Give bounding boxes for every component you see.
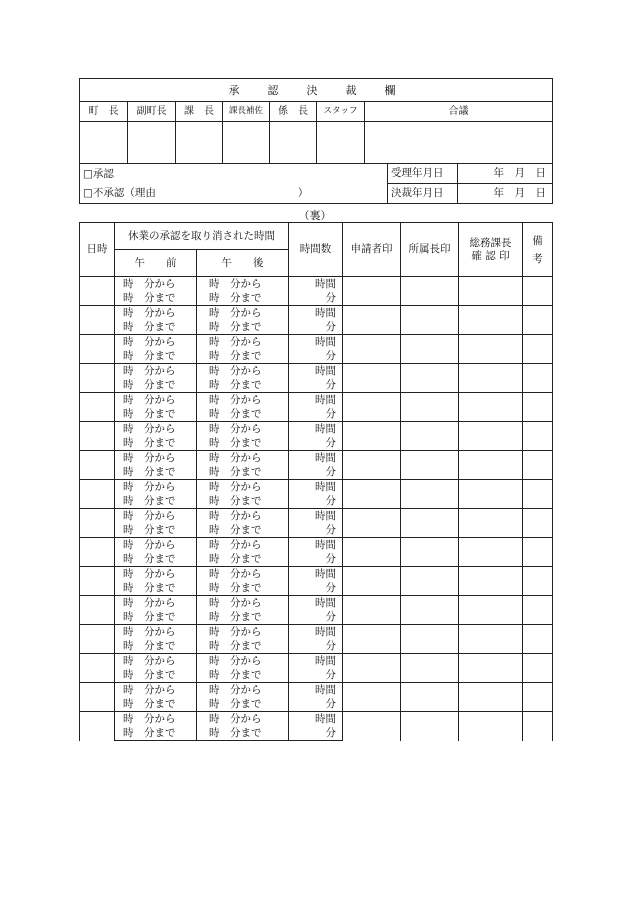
table-row bbox=[80, 451, 553, 466]
applicant-seal-cell[interactable] bbox=[343, 538, 401, 567]
remarks-cell[interactable] bbox=[523, 654, 553, 683]
am-to[interactable]: 時 分まで bbox=[115, 320, 197, 335]
general-affairs-seal-cell[interactable] bbox=[459, 393, 523, 422]
hours-value[interactable]: 時間 bbox=[289, 625, 343, 640]
am-to[interactable]: 時 分まで bbox=[115, 523, 197, 538]
minutes-value[interactable]: 分 bbox=[289, 697, 343, 712]
pm-to[interactable]: 時 分まで bbox=[197, 494, 289, 509]
pm-from[interactable]: 時 分から bbox=[197, 422, 289, 437]
hours-value[interactable]: 時間 bbox=[289, 509, 343, 524]
pm-to[interactable]: 時 分まで bbox=[197, 726, 289, 741]
pm-to[interactable]: 時 分まで bbox=[197, 581, 289, 596]
minutes-value[interactable]: 分 bbox=[289, 494, 343, 509]
reject-close-paren: ） bbox=[297, 187, 309, 199]
hours-value[interactable]: 時間 bbox=[289, 567, 343, 582]
stamp-cell[interactable] bbox=[223, 122, 270, 164]
date-cell[interactable] bbox=[80, 451, 115, 480]
pm-from[interactable]: 時 分から bbox=[197, 277, 289, 292]
minutes-value[interactable]: 分 bbox=[289, 407, 343, 422]
pm-from[interactable]: 時 分から bbox=[197, 509, 289, 524]
manager-seal-cell[interactable] bbox=[401, 625, 459, 654]
am-to[interactable]: 時 分まで bbox=[115, 581, 197, 596]
col-applicant-seal: 申請者印 bbox=[343, 223, 401, 277]
minutes-value[interactable]: 分 bbox=[289, 552, 343, 567]
minutes-value[interactable]: 分 bbox=[289, 668, 343, 683]
pm-from[interactable]: 時 分から bbox=[197, 683, 289, 698]
manager-seal-cell[interactable] bbox=[401, 509, 459, 538]
general-affairs-seal-cell[interactable] bbox=[459, 683, 523, 712]
date-cell[interactable] bbox=[80, 712, 115, 741]
date-cell[interactable] bbox=[80, 654, 115, 683]
date-cell[interactable] bbox=[80, 596, 115, 625]
col-am: 午 前 bbox=[115, 250, 197, 277]
am-to[interactable]: 時 分まで bbox=[115, 407, 197, 422]
approve-option[interactable]: □承認 bbox=[80, 164, 388, 184]
pm-from[interactable]: 時 分から bbox=[197, 625, 289, 640]
hours-value[interactable]: 時間 bbox=[289, 451, 343, 466]
hours-value[interactable]: 時間 bbox=[289, 306, 343, 321]
date-cell[interactable] bbox=[80, 364, 115, 393]
manager-seal-cell[interactable] bbox=[401, 596, 459, 625]
remarks-line1: 備 bbox=[532, 234, 543, 247]
pm-from[interactable]: 時 分から bbox=[197, 480, 289, 495]
decided-date-value[interactable]: 年 月 日 bbox=[458, 184, 553, 204]
general-affairs-seal-cell[interactable] bbox=[459, 509, 523, 538]
table-row bbox=[80, 567, 553, 582]
reject-option[interactable] bbox=[80, 184, 388, 204]
minutes-value[interactable]: 分 bbox=[289, 320, 343, 335]
remarks-cell[interactable] bbox=[523, 596, 553, 625]
col-manager-seal: 所属長印 bbox=[401, 223, 459, 277]
pm-from[interactable]: 時 分から bbox=[197, 567, 289, 582]
back-side-label: （裏） bbox=[298, 209, 332, 222]
manager-seal-cell[interactable] bbox=[401, 393, 459, 422]
applicant-seal-cell[interactable] bbox=[343, 654, 401, 683]
general-affairs-seal-cell[interactable] bbox=[459, 364, 523, 393]
am-from[interactable]: 時 分から bbox=[115, 654, 197, 669]
hours-value[interactable]: 時間 bbox=[289, 712, 343, 727]
hours-value[interactable]: 時間 bbox=[289, 480, 343, 495]
stamp-cell[interactable] bbox=[176, 122, 223, 164]
received-date-label: 受理年月日 bbox=[388, 164, 458, 184]
pm-from[interactable]: 時 分から bbox=[197, 451, 289, 466]
general-affairs-seal-cell[interactable] bbox=[459, 654, 523, 683]
am-to[interactable]: 時 分まで bbox=[115, 494, 197, 509]
approval-table bbox=[79, 78, 553, 204]
table-row bbox=[80, 335, 553, 350]
am-from[interactable]: 時 分から bbox=[115, 364, 197, 379]
minutes-value[interactable]: 分 bbox=[289, 291, 343, 306]
pm-to[interactable]: 時 分まで bbox=[197, 291, 289, 306]
general-affairs-line1: 総務課長 bbox=[469, 236, 512, 249]
applicant-seal-cell[interactable] bbox=[343, 277, 401, 306]
decided-date-label: 決裁年月日 bbox=[388, 184, 458, 204]
date-cell[interactable] bbox=[80, 509, 115, 538]
general-affairs-seal-cell[interactable] bbox=[459, 625, 523, 654]
table-row bbox=[80, 654, 553, 669]
table-row bbox=[80, 306, 553, 321]
remarks-cell[interactable] bbox=[523, 683, 553, 712]
am-to[interactable]: 時 分まで bbox=[115, 697, 197, 712]
col-consultation: 合議 bbox=[365, 102, 553, 122]
remarks-cell[interactable] bbox=[523, 712, 553, 741]
stamp-cell[interactable] bbox=[317, 122, 365, 164]
remarks-cell[interactable] bbox=[523, 393, 553, 422]
stamp-cell[interactable] bbox=[128, 122, 176, 164]
general-affairs-seal-cell[interactable] bbox=[459, 277, 523, 306]
am-to[interactable]: 時 分まで bbox=[115, 378, 197, 393]
applicant-seal-cell[interactable] bbox=[343, 306, 401, 335]
remarks-cell[interactable] bbox=[523, 364, 553, 393]
col-staff: スタッフ bbox=[317, 102, 365, 122]
am-from[interactable]: 時 分から bbox=[115, 451, 197, 466]
general-affairs-seal-cell[interactable] bbox=[459, 480, 523, 509]
table-row bbox=[80, 509, 553, 524]
am-from[interactable]: 時 分から bbox=[115, 509, 197, 524]
am-to[interactable]: 時 分まで bbox=[115, 291, 197, 306]
manager-seal-cell[interactable] bbox=[401, 712, 459, 741]
am-to[interactable]: 時 分まで bbox=[115, 552, 197, 567]
pm-from[interactable]: 時 分から bbox=[197, 364, 289, 379]
consultation-cell[interactable] bbox=[365, 122, 553, 164]
pm-to[interactable]: 時 分まで bbox=[197, 349, 289, 364]
remarks-cell[interactable] bbox=[523, 625, 553, 654]
applicant-seal-cell[interactable] bbox=[343, 335, 401, 364]
col-deputy-mayor: 副町長 bbox=[128, 102, 176, 122]
general-affairs-seal-cell[interactable] bbox=[459, 306, 523, 335]
leave-cancel-table bbox=[79, 222, 553, 741]
applicant-seal-cell[interactable] bbox=[343, 683, 401, 712]
date-cell[interactable] bbox=[80, 538, 115, 567]
am-from[interactable]: 時 分から bbox=[115, 335, 197, 350]
col-cancel-header: 休業の承認を取り消された時間 bbox=[115, 223, 289, 250]
general-affairs-seal-cell[interactable] bbox=[459, 596, 523, 625]
general-affairs-seal-cell[interactable] bbox=[459, 567, 523, 596]
applicant-seal-cell[interactable] bbox=[343, 393, 401, 422]
table-row bbox=[80, 393, 553, 408]
pm-from[interactable]: 時 分から bbox=[197, 712, 289, 727]
am-from[interactable]: 時 分から bbox=[115, 683, 197, 698]
col-general-affairs-seal bbox=[459, 223, 523, 277]
manager-seal-cell[interactable] bbox=[401, 451, 459, 480]
date-cell[interactable] bbox=[80, 306, 115, 335]
col-mayor: 町 長 bbox=[80, 102, 128, 122]
general-affairs-seal-cell[interactable] bbox=[459, 451, 523, 480]
general-affairs-seal-cell[interactable] bbox=[459, 712, 523, 741]
remarks-cell[interactable] bbox=[523, 306, 553, 335]
applicant-seal-cell[interactable] bbox=[343, 567, 401, 596]
am-from[interactable]: 時 分から bbox=[115, 567, 197, 582]
manager-seal-cell[interactable] bbox=[401, 683, 459, 712]
table-row bbox=[80, 364, 553, 379]
am-to[interactable]: 時 分まで bbox=[115, 726, 197, 741]
general-affairs-line2: 確 認 印 bbox=[471, 249, 510, 262]
pm-from[interactable]: 時 分から bbox=[197, 306, 289, 321]
hours-value[interactable]: 時間 bbox=[289, 335, 343, 350]
minutes-value[interactable]: 分 bbox=[289, 465, 343, 480]
am-to[interactable]: 時 分まで bbox=[115, 349, 197, 364]
col-section-chief: 課 長 bbox=[176, 102, 223, 122]
pm-to[interactable]: 時 分まで bbox=[197, 436, 289, 451]
pm-from[interactable]: 時 分から bbox=[197, 596, 289, 611]
table-row bbox=[80, 538, 553, 553]
pm-from[interactable]: 時 分から bbox=[197, 335, 289, 350]
table-row bbox=[80, 480, 553, 495]
date-cell[interactable] bbox=[80, 335, 115, 364]
table-row bbox=[80, 625, 553, 640]
applicant-seal-cell[interactable] bbox=[343, 480, 401, 509]
pm-to[interactable]: 時 分まで bbox=[197, 668, 289, 683]
pm-to[interactable]: 時 分まで bbox=[197, 639, 289, 654]
manager-seal-cell[interactable] bbox=[401, 277, 459, 306]
hours-value[interactable]: 時間 bbox=[289, 277, 343, 292]
date-cell[interactable] bbox=[80, 277, 115, 306]
pm-from[interactable]: 時 分から bbox=[197, 538, 289, 553]
remarks-cell[interactable] bbox=[523, 567, 553, 596]
remarks-cell[interactable] bbox=[523, 538, 553, 567]
reject-option-label: □不承認（理由 bbox=[83, 187, 156, 199]
hours-value[interactable]: 時間 bbox=[289, 364, 343, 379]
remarks-cell[interactable] bbox=[523, 451, 553, 480]
remarks-line2: 考 bbox=[532, 252, 543, 265]
table-row bbox=[80, 596, 553, 611]
applicant-seal-cell[interactable] bbox=[343, 712, 401, 741]
am-from[interactable]: 時 分から bbox=[115, 306, 197, 321]
minutes-value[interactable]: 分 bbox=[289, 639, 343, 654]
hours-value[interactable]: 時間 bbox=[289, 393, 343, 408]
remarks-cell[interactable] bbox=[523, 277, 553, 306]
pm-to[interactable]: 時 分まで bbox=[197, 378, 289, 393]
date-cell[interactable] bbox=[80, 480, 115, 509]
am-from[interactable]: 時 分から bbox=[115, 277, 197, 292]
pm-to[interactable]: 時 分まで bbox=[197, 610, 289, 625]
manager-seal-cell[interactable] bbox=[401, 422, 459, 451]
stamp-cell[interactable] bbox=[270, 122, 317, 164]
col-subsection-chief: 係 長 bbox=[270, 102, 317, 122]
remarks-cell[interactable] bbox=[523, 480, 553, 509]
date-cell[interactable] bbox=[80, 393, 115, 422]
date-cell[interactable] bbox=[80, 683, 115, 712]
pm-to[interactable]: 時 分まで bbox=[197, 523, 289, 538]
am-to[interactable]: 時 分まで bbox=[115, 610, 197, 625]
col-pm: 午 後 bbox=[197, 250, 289, 277]
pm-from[interactable]: 時 分から bbox=[197, 393, 289, 408]
stamp-cell[interactable] bbox=[80, 122, 128, 164]
am-from[interactable]: 時 分から bbox=[115, 712, 197, 727]
date-cell[interactable] bbox=[80, 422, 115, 451]
manager-seal-cell[interactable] bbox=[401, 480, 459, 509]
applicant-seal-cell[interactable] bbox=[343, 451, 401, 480]
general-affairs-seal-cell[interactable] bbox=[459, 335, 523, 364]
minutes-value[interactable]: 分 bbox=[289, 523, 343, 538]
am-to[interactable]: 時 分まで bbox=[115, 639, 197, 654]
pm-to[interactable]: 時 分まで bbox=[197, 320, 289, 335]
approval-title: 承認決裁欄 bbox=[80, 79, 553, 102]
table-row bbox=[80, 683, 553, 698]
minutes-value[interactable]: 分 bbox=[289, 378, 343, 393]
manager-seal-cell[interactable] bbox=[401, 364, 459, 393]
remarks-cell[interactable] bbox=[523, 422, 553, 451]
am-from[interactable]: 時 分から bbox=[115, 596, 197, 611]
table-row bbox=[80, 712, 553, 727]
applicant-seal-cell[interactable] bbox=[343, 509, 401, 538]
date-cell[interactable] bbox=[80, 625, 115, 654]
table-row bbox=[80, 277, 553, 292]
applicant-seal-cell[interactable] bbox=[343, 596, 401, 625]
col-date: 日時 bbox=[80, 223, 115, 277]
date-cell[interactable] bbox=[80, 567, 115, 596]
am-from[interactable]: 時 分から bbox=[115, 422, 197, 437]
minutes-value[interactable]: 分 bbox=[289, 726, 343, 741]
manager-seal-cell[interactable] bbox=[401, 538, 459, 567]
minutes-value[interactable]: 分 bbox=[289, 610, 343, 625]
col-remarks bbox=[523, 223, 553, 277]
manager-seal-cell[interactable] bbox=[401, 654, 459, 683]
pm-to[interactable]: 時 分まで bbox=[197, 465, 289, 480]
table-row bbox=[80, 422, 553, 437]
am-from[interactable]: 時 分から bbox=[115, 625, 197, 640]
minutes-value[interactable]: 分 bbox=[289, 349, 343, 364]
hours-value[interactable]: 時間 bbox=[289, 422, 343, 437]
pm-to[interactable]: 時 分まで bbox=[197, 697, 289, 712]
leave-rows bbox=[80, 277, 553, 741]
minutes-value[interactable]: 分 bbox=[289, 436, 343, 451]
hours-value[interactable]: 時間 bbox=[289, 683, 343, 698]
col-assistant-chief: 課長補佐 bbox=[223, 102, 270, 122]
applicant-seal-cell[interactable] bbox=[343, 422, 401, 451]
pm-to[interactable]: 時 分まで bbox=[197, 407, 289, 422]
manager-seal-cell[interactable] bbox=[401, 306, 459, 335]
am-to[interactable]: 時 分まで bbox=[115, 668, 197, 683]
pm-to[interactable]: 時 分まで bbox=[197, 552, 289, 567]
applicant-seal-cell[interactable] bbox=[343, 625, 401, 654]
general-affairs-seal-cell[interactable] bbox=[459, 538, 523, 567]
am-to[interactable]: 時 分まで bbox=[115, 465, 197, 480]
general-affairs-seal-cell[interactable] bbox=[459, 422, 523, 451]
applicant-seal-cell[interactable] bbox=[343, 364, 401, 393]
received-date-value[interactable]: 年 月 日 bbox=[458, 164, 553, 184]
remarks-cell[interactable] bbox=[523, 335, 553, 364]
col-hours: 時間数 bbox=[289, 223, 343, 277]
hours-value[interactable]: 時間 bbox=[289, 596, 343, 611]
am-from[interactable]: 時 分から bbox=[115, 393, 197, 408]
manager-seal-cell[interactable] bbox=[401, 335, 459, 364]
hours-value[interactable]: 時間 bbox=[289, 654, 343, 669]
manager-seal-cell[interactable] bbox=[401, 567, 459, 596]
minutes-value[interactable]: 分 bbox=[289, 581, 343, 596]
am-from[interactable]: 時 分から bbox=[115, 480, 197, 495]
pm-from[interactable]: 時 分から bbox=[197, 654, 289, 669]
am-to[interactable]: 時 分まで bbox=[115, 436, 197, 451]
am-from[interactable]: 時 分から bbox=[115, 538, 197, 553]
remarks-cell[interactable] bbox=[523, 509, 553, 538]
hours-value[interactable]: 時間 bbox=[289, 538, 343, 553]
